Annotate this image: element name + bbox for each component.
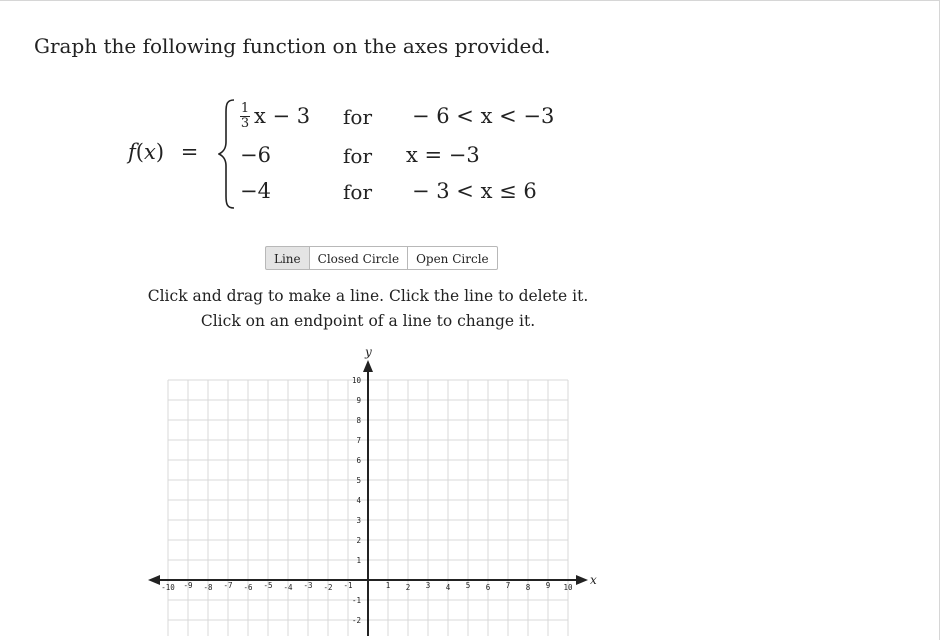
case1-frac-num: 1: [240, 101, 250, 116]
lhs-paren-open: (: [135, 140, 144, 164]
x-tick-label: -5: [263, 581, 273, 590]
x-tick-label: -6: [243, 583, 253, 592]
equals-sign: =: [180, 140, 199, 164]
case2-condition: x = −3: [406, 143, 480, 167]
y-tick-label: -2: [351, 616, 361, 625]
y-tick-label: 5: [356, 476, 361, 485]
y-tick-label: 1: [356, 556, 361, 565]
y-axis-up-arrow: [363, 360, 373, 372]
case2-expression: −6: [240, 143, 271, 167]
y-tick-label: 4: [356, 496, 361, 505]
x-tick-label: 7: [505, 581, 511, 590]
x-tick-label: -1: [343, 581, 353, 590]
y-tick-label: 9: [356, 396, 361, 405]
x-tick-label: -10: [161, 583, 175, 592]
x-tick-label: 3: [425, 581, 431, 590]
x-tick-label: 5: [465, 581, 471, 590]
y-tick-label: -1: [351, 596, 361, 605]
y-tick-label: 10: [351, 376, 361, 385]
y-tick-label: 2: [356, 536, 361, 545]
case1-expression: x − 3: [254, 104, 311, 128]
lhs-paren-close: ): [155, 140, 165, 164]
lhs-variable: x: [143, 140, 156, 164]
line-tool-button[interactable]: Line: [265, 246, 310, 270]
x-tick-label: -4: [283, 583, 293, 592]
x-tick-label: 10: [563, 583, 573, 592]
instruction-line-2: Click on an endpoint of a line to change it.: [200, 312, 536, 330]
function-name: f: [128, 140, 136, 164]
x-axis-right-arrow: [576, 575, 588, 585]
x-tick-label: -8: [203, 583, 213, 592]
instruction-line-1: Click and drag to make a line. Click the line to delete it.: [147, 287, 589, 305]
x-tick-label: 4: [445, 583, 451, 592]
x-axis-label: x: [590, 573, 597, 587]
case3-condition: − 3 < x ≤ 6: [412, 179, 537, 203]
x-tick-label: -7: [223, 581, 233, 590]
case2-for: for: [343, 144, 373, 168]
x-tick-label: -2: [323, 583, 333, 592]
case3-for: for: [343, 180, 373, 204]
y-tick-label: 3: [356, 516, 361, 525]
y-tick-label: 7: [356, 436, 361, 445]
x-tick-label: 6: [485, 583, 491, 592]
x-tick-label: -9: [183, 581, 193, 590]
x-tick-label: -3: [303, 581, 313, 590]
x-tick-label: 1: [385, 581, 391, 590]
y-tick-label: 8: [356, 416, 361, 425]
x-tick-label: 9: [545, 581, 551, 590]
y-tick-label: 6: [356, 456, 361, 465]
case1-frac-den: 3: [240, 116, 250, 131]
case1-condition: − 6 < x < −3: [412, 104, 555, 128]
open-circle-tool-button[interactable]: Open Circle: [408, 246, 498, 270]
case3-expression: −4: [240, 179, 271, 203]
x-tick-label: 2: [405, 583, 411, 592]
y-axis-label: y: [365, 345, 372, 359]
closed-circle-tool-button[interactable]: Closed Circle: [310, 246, 408, 270]
case1-for: for: [343, 105, 373, 129]
x-axis-left-arrow: [148, 575, 160, 585]
x-tick-label: 8: [525, 583, 531, 592]
question-prompt: Graph the following function on the axes provided.: [34, 34, 551, 58]
